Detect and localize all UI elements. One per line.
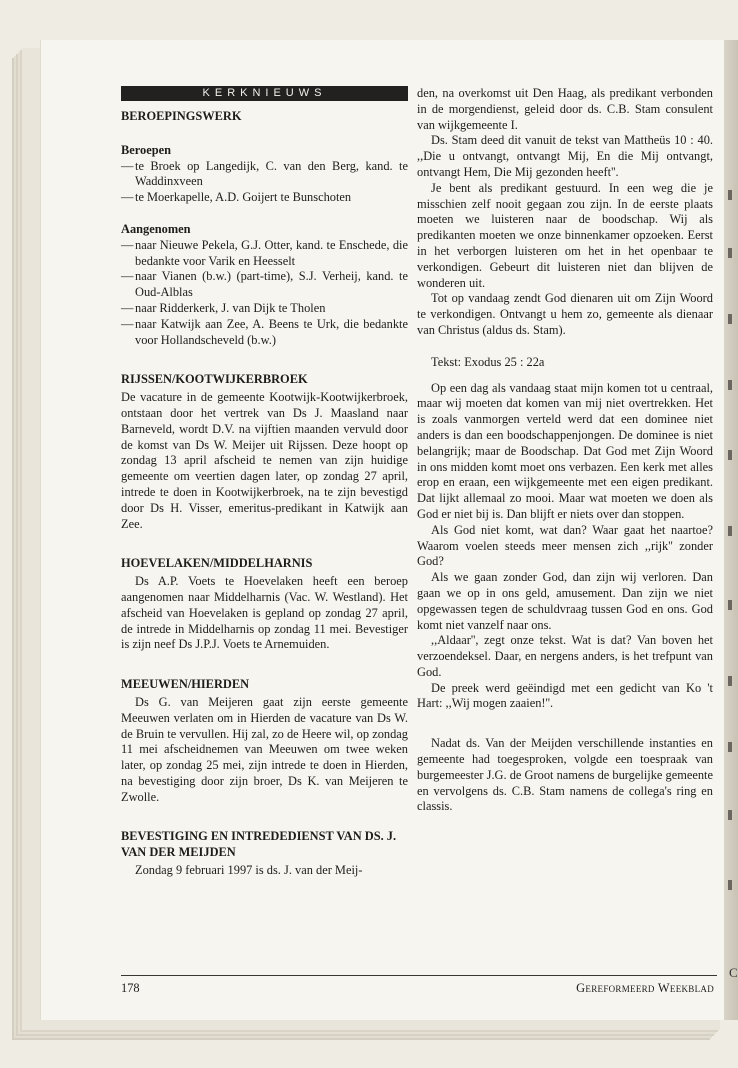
paragraph: den, na overkomst uit Den Haag, als predikant verbonden in de morgendienst, geleid door ds. C.B. Stam consulent van wijkgemeente I. <box>417 86 713 132</box>
heading-hoevelaken: HOEVELAKEN/MIDDELHARNIS <box>121 556 313 571</box>
article-bevestiging-start: Zondag 9 februari 1997 is ds. J. van der Meij- <box>135 863 363 878</box>
label-beroepen: Beroepen <box>121 142 172 157</box>
list-item: — naar Nieuwe Pekela, G.J. Otter, kand. te Enschede, die bedankte voor Varik en Heesselt <box>121 238 408 270</box>
paragraph: Ds. Stam deed dit vanuit de tekst van Mattheüs 10 : 40. ,,Die u ontvangt, ontvangt Mij, En die Mij ontvangt, ontvangt Hem, Die Mij gezonden heeft''. <box>417 133 713 179</box>
paragraph: ,,Aldaar'', zegt onze tekst. Wat is dat? Van boven het verzoendeksel. Daar, en nergens anders, is het trefpunt van God. <box>417 633 713 679</box>
footer-rule <box>121 975 717 976</box>
page-number: 178 <box>121 981 140 995</box>
paragraph: Als we gaan zonder God, dan zijn wij verloren. Dan gaan we op in ons geld, amusement. Dan zijn we niet opgewassen tegen de schuldvraag tussen God en ons. God komt niet vanzelf naar ons. <box>417 570 713 632</box>
list-item: — naar Katwijk aan Zee, A. Beens te Urk, die bedankte voor Hollandscheveld (b.w.) <box>121 317 408 349</box>
list-item: — te Moerkapelle, A.D. Goijert te Bunschoten <box>121 190 408 206</box>
next-page-edge-letter: C <box>729 965 738 980</box>
list-beroepen <box>121 159 408 206</box>
left-column <box>121 86 408 879</box>
article-meeuwen: Ds G. van Meijeren gaat zijn eerste gemeente Meeuwen verlaten om in Hierden de vacature van Ds W. de Bruin te vervullen. Hij zal, zo de Heere wil, op zondag 11 mei afscheidnemen van Meeuwen om twee weken later, op zondag 25 mei, zijn intrede te doen in Hierden, na bevestiging door zijn broer, Ds K. van Meijeren te Zwolle. <box>121 694 408 804</box>
heading-beroepingswerk: BEROEPINGSWERK <box>121 109 242 123</box>
journal-name: Gereformeerd Weekblad <box>576 981 714 995</box>
paragraph: De preek werd geëindigd met een gedicht van Ko 't Hart: ,,Wij mogen zaaien!''. <box>417 680 713 711</box>
list-aangenomen <box>121 238 408 349</box>
article-rijssen: De vacature in de gemeente Kootwijk-Kootwijkerbroek, ontstaan door het vertrek van Ds J. Maasland naar Barneveld, wordt D.V. na vijftien maanden vervuld door de komst van Ds W. Meijer uit Rijssen. Deze hoopt op zondag 13 april afscheid te nemen van zijn huidige gemeente om veertien dagen later, op zondag 27 april, intrede te doen in Kootwijkerbroek, na te zijn bevestigd door Ds H. Visser, emeritus-predikant in Katwijk aan Zee. <box>121 390 408 531</box>
list-item: — te Broek op Langedijk, C. van den Berg, kand. te Waddinxveen <box>121 159 408 191</box>
heading-bevestiging: BEVESTIGING EN INTREDEDIENST VAN DS. J. VAN DER MEIJDEN <box>121 829 397 860</box>
paragraph: Als God niet komt, wat dan? Waar gaat het naartoe? Waarom voelen steeds meer mensen zich ,,rijk'' zonder God? <box>417 522 713 569</box>
section-banner: KERKNIEUWS <box>121 86 408 101</box>
list-item: — naar Ridderkerk, J. van Dijk te Tholen <box>121 301 408 317</box>
paragraph: Op een dag als vandaag staat mijn komen tot u centraal, maar wij moeten dat komen van mij niet overtrekken. Het is zoals vanmorgen verteld werd dat een dominee niet anders is dan een boodschappenjongen. De dominee is niet belangrijk; maar de Boodschap. Dat God met Zijn Woord in ons midden komt moet ons verbazen. Een kerk met alles erop en eraan, een wijkgemeente met een eigen predikant. Dat lijkt allemaal zo mooi. Maar wat moeten we doen als God er niet bij is. Dan blijft er niets over dan stoppen. <box>417 380 713 521</box>
heading-rijssen: RIJSSEN/KOOTWIJKERBROEK <box>121 372 308 387</box>
right-column <box>417 86 713 815</box>
list-item: — naar Vianen (b.w.) (part-time), S.J. Verheij, kand. te Oud-Alblas <box>121 269 408 301</box>
paragraph: Tot op vandaag zendt God dienaren uit om Zijn Woord te verkondigen. Ontvangt u hem zo, gemeente als dienaar van Christus (aldus ds. Stam). <box>417 291 713 337</box>
sermon-text-reference: Tekst: Exodus 25 : 22a <box>431 354 545 369</box>
paragraph: Nadat ds. Van der Meijden verschillende instanties en gemeente had toegesproken, volgde een toespraak van burgemeester J.G. de Groot namens de burgelijke gemeente en vervolgens ds. C.B. Stam namens de collega's ring en classis. <box>417 736 713 814</box>
paragraph: Je bent als predikant gestuurd. In een weg die je misschien zelf nooit gegaan zou zijn. In de eerste plaats moeten we luisteren naar de boodschap. Wij als predikanten moeten we onze binnenkamer opzoeken. Eerst in het verborgen luisteren om het in het openbaar te verkondigen. Gebeurt dit luisteren niet dan blijven de wonderen uit. <box>417 180 713 290</box>
label-aangenomen: Aangenomen <box>121 221 191 236</box>
article-hoevelaken: Ds A.P. Voets te Hoevelaken heeft een beroep aangenomen naar Middelharnis (Vac. W. Westland). Het afscheid van Hoevelaken is gepland op zondag 27 april, de intrede in Middelharnis op zondag 11 mei. Bevestiger is zijn neef Ds J.P.J. Voets te Arnemuiden. <box>121 574 408 652</box>
next-page-edge-marks <box>725 190 737 950</box>
heading-meeuwen: MEEUWEN/HIERDEN <box>121 677 250 692</box>
